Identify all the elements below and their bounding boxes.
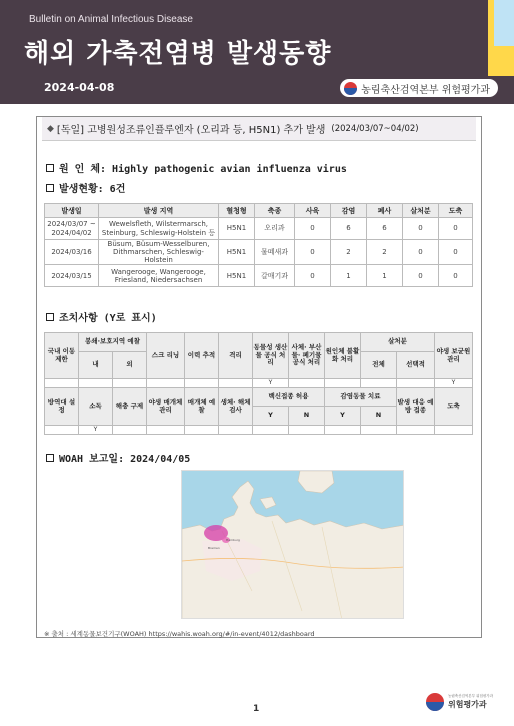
agency-badge bbox=[340, 79, 498, 97]
diamond-icon: ◆ bbox=[47, 123, 54, 134]
hdr-treat-no: N bbox=[361, 407, 397, 426]
cause-line bbox=[46, 160, 347, 175]
hdr-outbreak-response: 발생 대응 예방 접종 bbox=[397, 388, 435, 426]
table-header-row bbox=[45, 204, 473, 218]
hdr-vacc-no: N bbox=[289, 407, 325, 426]
outbreak-map[interactable] bbox=[181, 470, 404, 619]
hdr-wildlife-mgmt: 야생 매개체 관리 bbox=[147, 388, 185, 426]
mark-cell bbox=[289, 379, 325, 388]
hdr-vector-prevention: 매개체 예찰 bbox=[185, 388, 219, 426]
hdr-carcass-disposal: 사체· 부산물· 폐기물 공식 처리 bbox=[289, 333, 325, 379]
col-header: 사육 bbox=[295, 204, 331, 218]
report-period: (2024/03/07~04/02) bbox=[331, 123, 419, 134]
col-header: 폐사 bbox=[367, 204, 403, 218]
hdr-slaughter-inspection: 생체· 해체 검사 bbox=[219, 388, 253, 426]
hdr-culling-selective: 선택적 bbox=[397, 352, 435, 379]
hdr-vector-control: 해충 구제 bbox=[113, 388, 147, 426]
mark-cell: Y bbox=[435, 379, 473, 388]
cell-species: 오리과 bbox=[255, 218, 295, 240]
hdr-slaughter: 도축 bbox=[435, 388, 473, 426]
mark-cell bbox=[397, 379, 435, 388]
status-text: 발생현황: 6건 bbox=[59, 184, 126, 195]
mark-cell bbox=[185, 379, 219, 388]
hdr-isolation: 격리 bbox=[219, 333, 253, 379]
cell-date: 2024/03/15 bbox=[45, 265, 99, 287]
hdr-disinfection: 소독 bbox=[79, 388, 113, 426]
cell-region: Büsum, Büsum-Wesselburen, Dithmarschen, Schleswig-Holstein bbox=[99, 240, 219, 265]
cell-species: 갈매기과 bbox=[255, 265, 295, 287]
mark-cell bbox=[219, 426, 253, 435]
taegeuk-logo-icon bbox=[344, 82, 357, 95]
footer-logo-block bbox=[426, 688, 504, 716]
map-svg bbox=[182, 471, 404, 619]
agency-name: 농림축산검역본부 위험평가과 bbox=[361, 84, 490, 96]
cell-serotype: H5N1 bbox=[219, 218, 255, 240]
cell-raised: 0 bbox=[295, 218, 331, 240]
hdr-vaccination: 백신접종 허용 bbox=[253, 388, 325, 407]
hdr-vacc-yes: Y bbox=[253, 407, 289, 426]
hdr-pathogen-disposal: 원인체 불활화 처리 bbox=[325, 333, 361, 379]
page-number: 1 bbox=[253, 704, 260, 714]
cell-date: 2024/03/07 ~ 2024/04/02 bbox=[45, 218, 99, 240]
mark-cell bbox=[147, 379, 185, 388]
mark-cell: Y bbox=[253, 379, 289, 388]
cell-serotype: H5N1 bbox=[219, 265, 255, 287]
checkbox-square-icon bbox=[46, 184, 54, 192]
col-header: 살처분 bbox=[403, 204, 439, 218]
header-banner bbox=[0, 0, 514, 104]
cell-culled: 0 bbox=[403, 218, 439, 240]
mark-cell bbox=[361, 426, 397, 435]
hdr-treat-yes: Y bbox=[325, 407, 361, 426]
cell-species: 물떼새과 bbox=[255, 240, 295, 265]
cell-region: Wangerooge, Wangerooge, Friesland, Niedersachsen bbox=[99, 265, 219, 287]
outbreak-table bbox=[44, 203, 473, 287]
taegeuk-logo-icon bbox=[426, 693, 444, 711]
hdr-product-disposal: 동물성 생산물 공식 처리 bbox=[253, 333, 289, 379]
hdr-culling: 살처분 bbox=[361, 333, 435, 352]
cell-region: Wewelsfleth, Wilstermarsch, Steinburg, Schleswig-Holstein 등 bbox=[99, 218, 219, 240]
cell-slaughtered: 0 bbox=[439, 218, 473, 240]
measures-table bbox=[44, 332, 473, 435]
cell-infected: 1 bbox=[331, 265, 367, 287]
woah-line bbox=[46, 450, 190, 465]
hdr-zone-in: 내 bbox=[79, 352, 113, 379]
mark-cell bbox=[397, 426, 435, 435]
checkbox-square-icon bbox=[46, 164, 54, 172]
mark-cell bbox=[219, 379, 253, 388]
measures-marks-row bbox=[45, 379, 473, 388]
hdr-tracing: 이력 추적 bbox=[185, 333, 219, 379]
cell-culled: 0 bbox=[403, 240, 439, 265]
hdr-treatment: 감염동물 치료 bbox=[325, 388, 397, 407]
measures-title: 조치사항 (Y로 표시) bbox=[59, 313, 157, 324]
cell-date: 2024/03/16 bbox=[45, 240, 99, 265]
mark-cell bbox=[253, 426, 289, 435]
issue-date: 2024-04-08 bbox=[44, 81, 115, 94]
mark-cell bbox=[325, 426, 361, 435]
col-header: 감염 bbox=[331, 204, 367, 218]
footer-agency-sub: 농림축산검역본부 위험평가과 bbox=[448, 694, 494, 698]
page-title: 해외 가축전염병 발생동향 bbox=[24, 39, 332, 69]
report-title: [독일] 고병원성조류인플루엔자 (오리과 등, H5N1) 추가 발생 bbox=[56, 125, 326, 136]
col-header: 축종 bbox=[255, 204, 295, 218]
mark-cell bbox=[113, 426, 147, 435]
hdr-screening: 스크 리닝 bbox=[147, 333, 185, 379]
table-row bbox=[45, 240, 473, 265]
col-header: 발생일 bbox=[45, 204, 99, 218]
woah-title: WOAH 보고일: 2024/04/05 bbox=[59, 454, 191, 465]
hdr-zone-out: 외 bbox=[113, 352, 147, 379]
cell-slaughtered: 0 bbox=[439, 265, 473, 287]
hdr-zone: 봉쇄·보호지역 예찰 bbox=[79, 333, 147, 352]
mark-cell bbox=[289, 426, 325, 435]
cell-dead: 6 bbox=[367, 218, 403, 240]
report-title-bar bbox=[42, 117, 476, 141]
mark-cell bbox=[361, 379, 397, 388]
cell-raised: 0 bbox=[295, 240, 331, 265]
measures-marks-row bbox=[45, 426, 473, 435]
mark-cell bbox=[45, 426, 79, 435]
measures-line bbox=[46, 309, 157, 324]
footer-agency-main: 위험평가과 bbox=[448, 700, 487, 709]
mark-cell bbox=[435, 426, 473, 435]
mark-cell bbox=[113, 379, 147, 388]
map-label-bremen: Bremen bbox=[208, 546, 220, 550]
cell-dead: 1 bbox=[367, 265, 403, 287]
status-line bbox=[46, 180, 125, 195]
hdr-culling-all: 전체 bbox=[361, 352, 397, 379]
hdr-wildlife-mgmt: 야생 보균원 관리 bbox=[435, 333, 473, 379]
cell-infected: 2 bbox=[331, 240, 367, 265]
mark-cell bbox=[185, 426, 219, 435]
mark-cell: Y bbox=[79, 426, 113, 435]
mark-cell bbox=[45, 379, 79, 388]
table-row bbox=[45, 265, 473, 287]
mark-cell bbox=[325, 379, 361, 388]
checkbox-square-icon bbox=[46, 454, 54, 462]
mark-cell bbox=[147, 426, 185, 435]
map-label-hamburg: Hamburg bbox=[226, 538, 240, 542]
cell-infected: 6 bbox=[331, 218, 367, 240]
cell-dead: 2 bbox=[367, 240, 403, 265]
col-header: 발생 지역 bbox=[99, 204, 219, 218]
corner-accent-blue bbox=[494, 0, 514, 46]
bulletin-subtitle: Bulletin on Animal Infectious Disease bbox=[29, 14, 193, 25]
hdr-quarantine-zone: 방역대 설정 bbox=[45, 388, 79, 426]
mark-cell bbox=[79, 379, 113, 388]
col-header: 도축 bbox=[439, 204, 473, 218]
source-note: ※ 출처 : 세계동물보건기구(WOAH) https://wahis.woah.org/#/in-event/4012/dashboard bbox=[44, 630, 315, 638]
hdr-border-regulation: 국내 이동 제한 bbox=[45, 333, 79, 379]
cell-slaughtered: 0 bbox=[439, 240, 473, 265]
checkbox-square-icon bbox=[46, 313, 54, 321]
cause-text: 원 인 체: Highly pathogenic avian influenza virus bbox=[59, 164, 347, 175]
cell-culled: 0 bbox=[403, 265, 439, 287]
cell-raised: 0 bbox=[295, 265, 331, 287]
col-header: 혈청형 bbox=[219, 204, 255, 218]
footer-text bbox=[448, 694, 493, 710]
cell-serotype: H5N1 bbox=[219, 240, 255, 265]
table-row bbox=[45, 218, 473, 240]
